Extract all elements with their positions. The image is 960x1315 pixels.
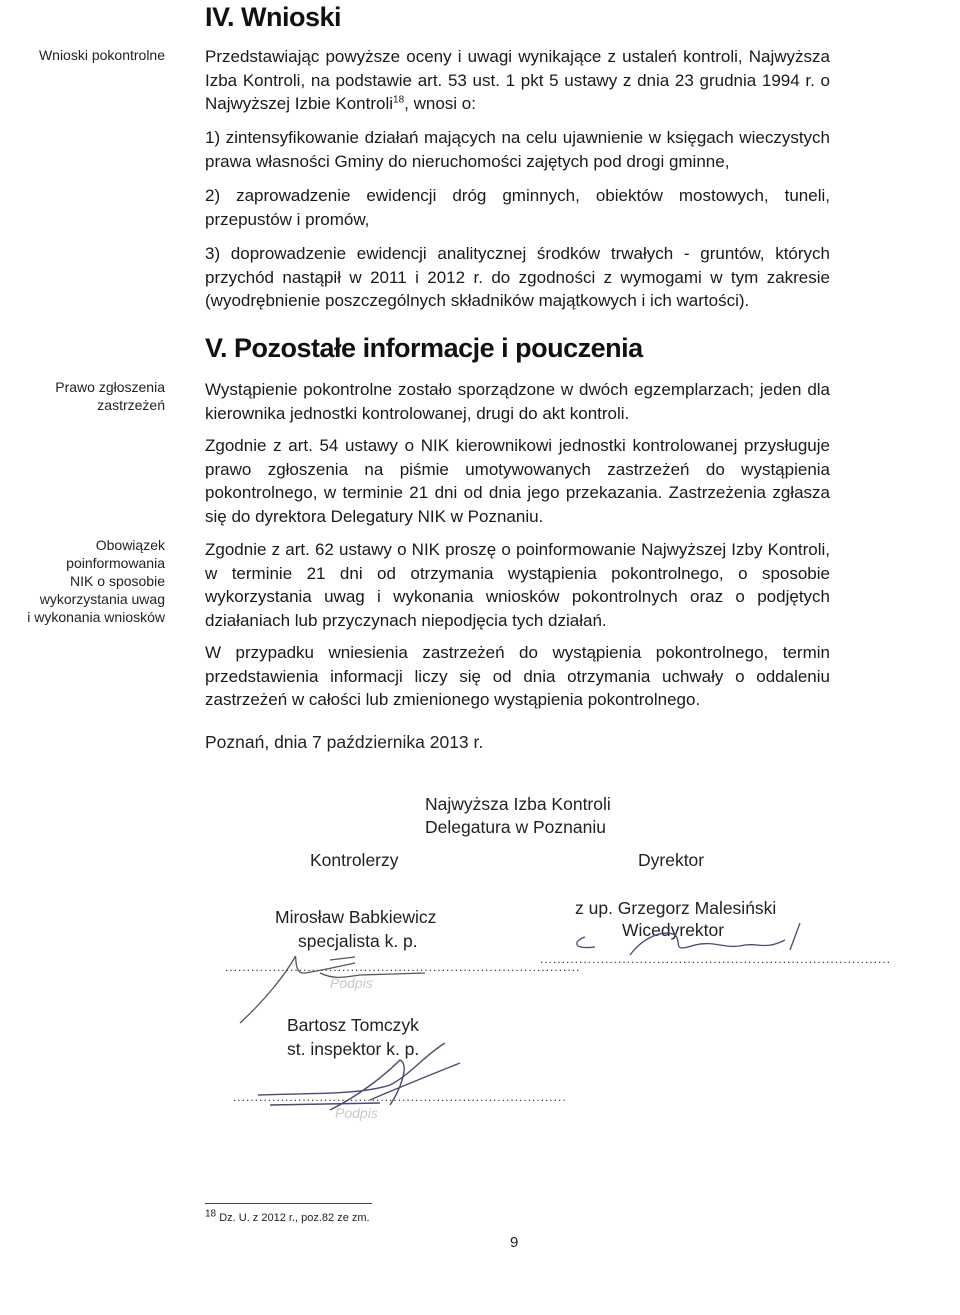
section-4-title: IV. Wnioski bbox=[205, 2, 342, 32]
sidebar-prawo bbox=[8, 378, 165, 414]
date-line: Poznań, dnia 7 października 2013 r. bbox=[205, 732, 484, 752]
info-paragraph-2: Zgodnie z art. 54 ustawy o NIK kierownikowi jednostki kontrolowanej przysługuje prawo zgłoszenia na piśmie umotywowanych zastrzeżeń do wystąpienia pokontrolnego, w terminie 21 dni od dnia jego przekazania. Zastrzeżenia zgłasza się do dyrektora Delegatury NIK w Poznaniu. bbox=[205, 436, 830, 526]
sidebar-obowiazek bbox=[8, 536, 165, 626]
sidebar-prawo-line: zastrzeżeń bbox=[97, 397, 165, 413]
sidebar-obowiazek-line: Obowiązek bbox=[95, 537, 165, 553]
section-5-title: V. Pozostałe informacje i pouczenia bbox=[205, 333, 643, 363]
request-item-3: 3) doprowadzenie ewidencji analitycznej środków trwałych - gruntów, których przychód nastąpił w 2011 i 2012 r. do zgodności z wymogami w tym zakresie (wyodrębnienie poszczególnych składników majątkowych i ich wartości). bbox=[205, 244, 830, 310]
sidebar-prawo-line: Prawo zgłoszenia bbox=[55, 379, 165, 395]
signature-scribble-3 bbox=[555, 915, 815, 965]
org-name: Najwyższa Izba Kontroli bbox=[425, 794, 611, 814]
person1-name: Mirosław Babkiewicz bbox=[275, 907, 437, 927]
podpis-watermark-2: Podpis bbox=[335, 1105, 378, 1121]
request-item-2: 2) zaprowadzenie ewidencji dróg gminnych, obiektów mostowych, tuneli, przepustów i promów, bbox=[205, 186, 830, 229]
person2-name: Bartosz Tomczyk bbox=[287, 1015, 419, 1035]
intro-end: , wnosi o: bbox=[404, 94, 476, 113]
person2-title: st. inspektor k. p. bbox=[287, 1039, 420, 1059]
info-paragraph-1: Wystąpienie pokontrolne zostało sporządzone w dwóch egzemplarzach; jeden dla kierownika jednostki kontrolowanej, drugi do akt kontroli. bbox=[205, 380, 830, 423]
info-paragraph-3: Zgodnie z art. 62 ustawy o NIK proszę o poinformowanie Najwyższej Izby Kontroli, w terminie 21 dni od otrzymania wystąpienia pokontrolnego, o sposobie wykorzystania uwag i wykonania wniosków pokontrolnych oraz o podjętych działaniach lub przyczynach niepodjęcia tych działań. bbox=[205, 540, 830, 630]
page-number: 9 bbox=[510, 1234, 519, 1251]
footnote-text: Dz. U. z 2012 r., poz.82 ze zm. bbox=[219, 1212, 370, 1224]
signature-line-2: ............................................................................. bbox=[233, 1090, 567, 1104]
footnote-ref: 18 bbox=[393, 94, 405, 106]
sidebar-obowiazek-line: poinformowania bbox=[66, 555, 165, 571]
footnote-mark: 18 bbox=[205, 1208, 217, 1220]
director-title: Wicedyrektor bbox=[622, 920, 725, 940]
podpis-watermark-1: Podpis bbox=[330, 975, 373, 991]
section-4-intro bbox=[205, 45, 830, 116]
kontrolerzy-label: Kontrolerzy bbox=[310, 850, 399, 870]
info-paragraph-4: W przypadku wniesienia zastrzeżeń do wystąpienia pokontrolnego, termin przedstawienia informacji liczy się od dnia otrzymania uchwały o oddaleniu zastrzeżeń w całości lub zmienionego wystąpienia pokontrolnego. bbox=[205, 643, 830, 709]
dyrektor-label: Dyrektor bbox=[638, 850, 705, 870]
director-name: z up. Grzegorz Malesiński bbox=[575, 898, 777, 918]
sidebar-obowiazek-line: i wykonania wniosków bbox=[27, 609, 165, 625]
person1-title: specjalista k. p. bbox=[298, 931, 418, 951]
footnote bbox=[205, 1208, 370, 1224]
footnote-divider bbox=[205, 1203, 372, 1204]
sidebar-wnioski: Wnioski pokontrolne bbox=[38, 47, 165, 63]
org-branch: Delegatura w Poznaniu bbox=[425, 817, 606, 837]
intro-text: Przedstawiając powyższe oceny i uwagi wynikające z ustaleń kontroli, Najwyższa Izba Kontroli, na podstawie art. 53 ust. 1 pkt 5 ustawy z dnia 23 grudnia 1994 r. o Najwyższej Izbie Kontroli bbox=[205, 47, 830, 113]
sidebar-obowiazek-line: wykorzystania uwag bbox=[39, 591, 165, 607]
request-item-1: 1) zintensyfikowanie działań mających na celu ujawnienie w księgach wieczystych prawa własności Gminy do nieruchomości zajętych pod drogi gminne, bbox=[205, 128, 830, 171]
sidebar-obowiazek-line: NIK o sposobie bbox=[70, 573, 165, 589]
signature-line-1: .................................................................................. bbox=[225, 960, 581, 974]
signature-line-3: ................................................................................. bbox=[540, 952, 892, 966]
signature-scribble-2 bbox=[250, 1035, 470, 1120]
